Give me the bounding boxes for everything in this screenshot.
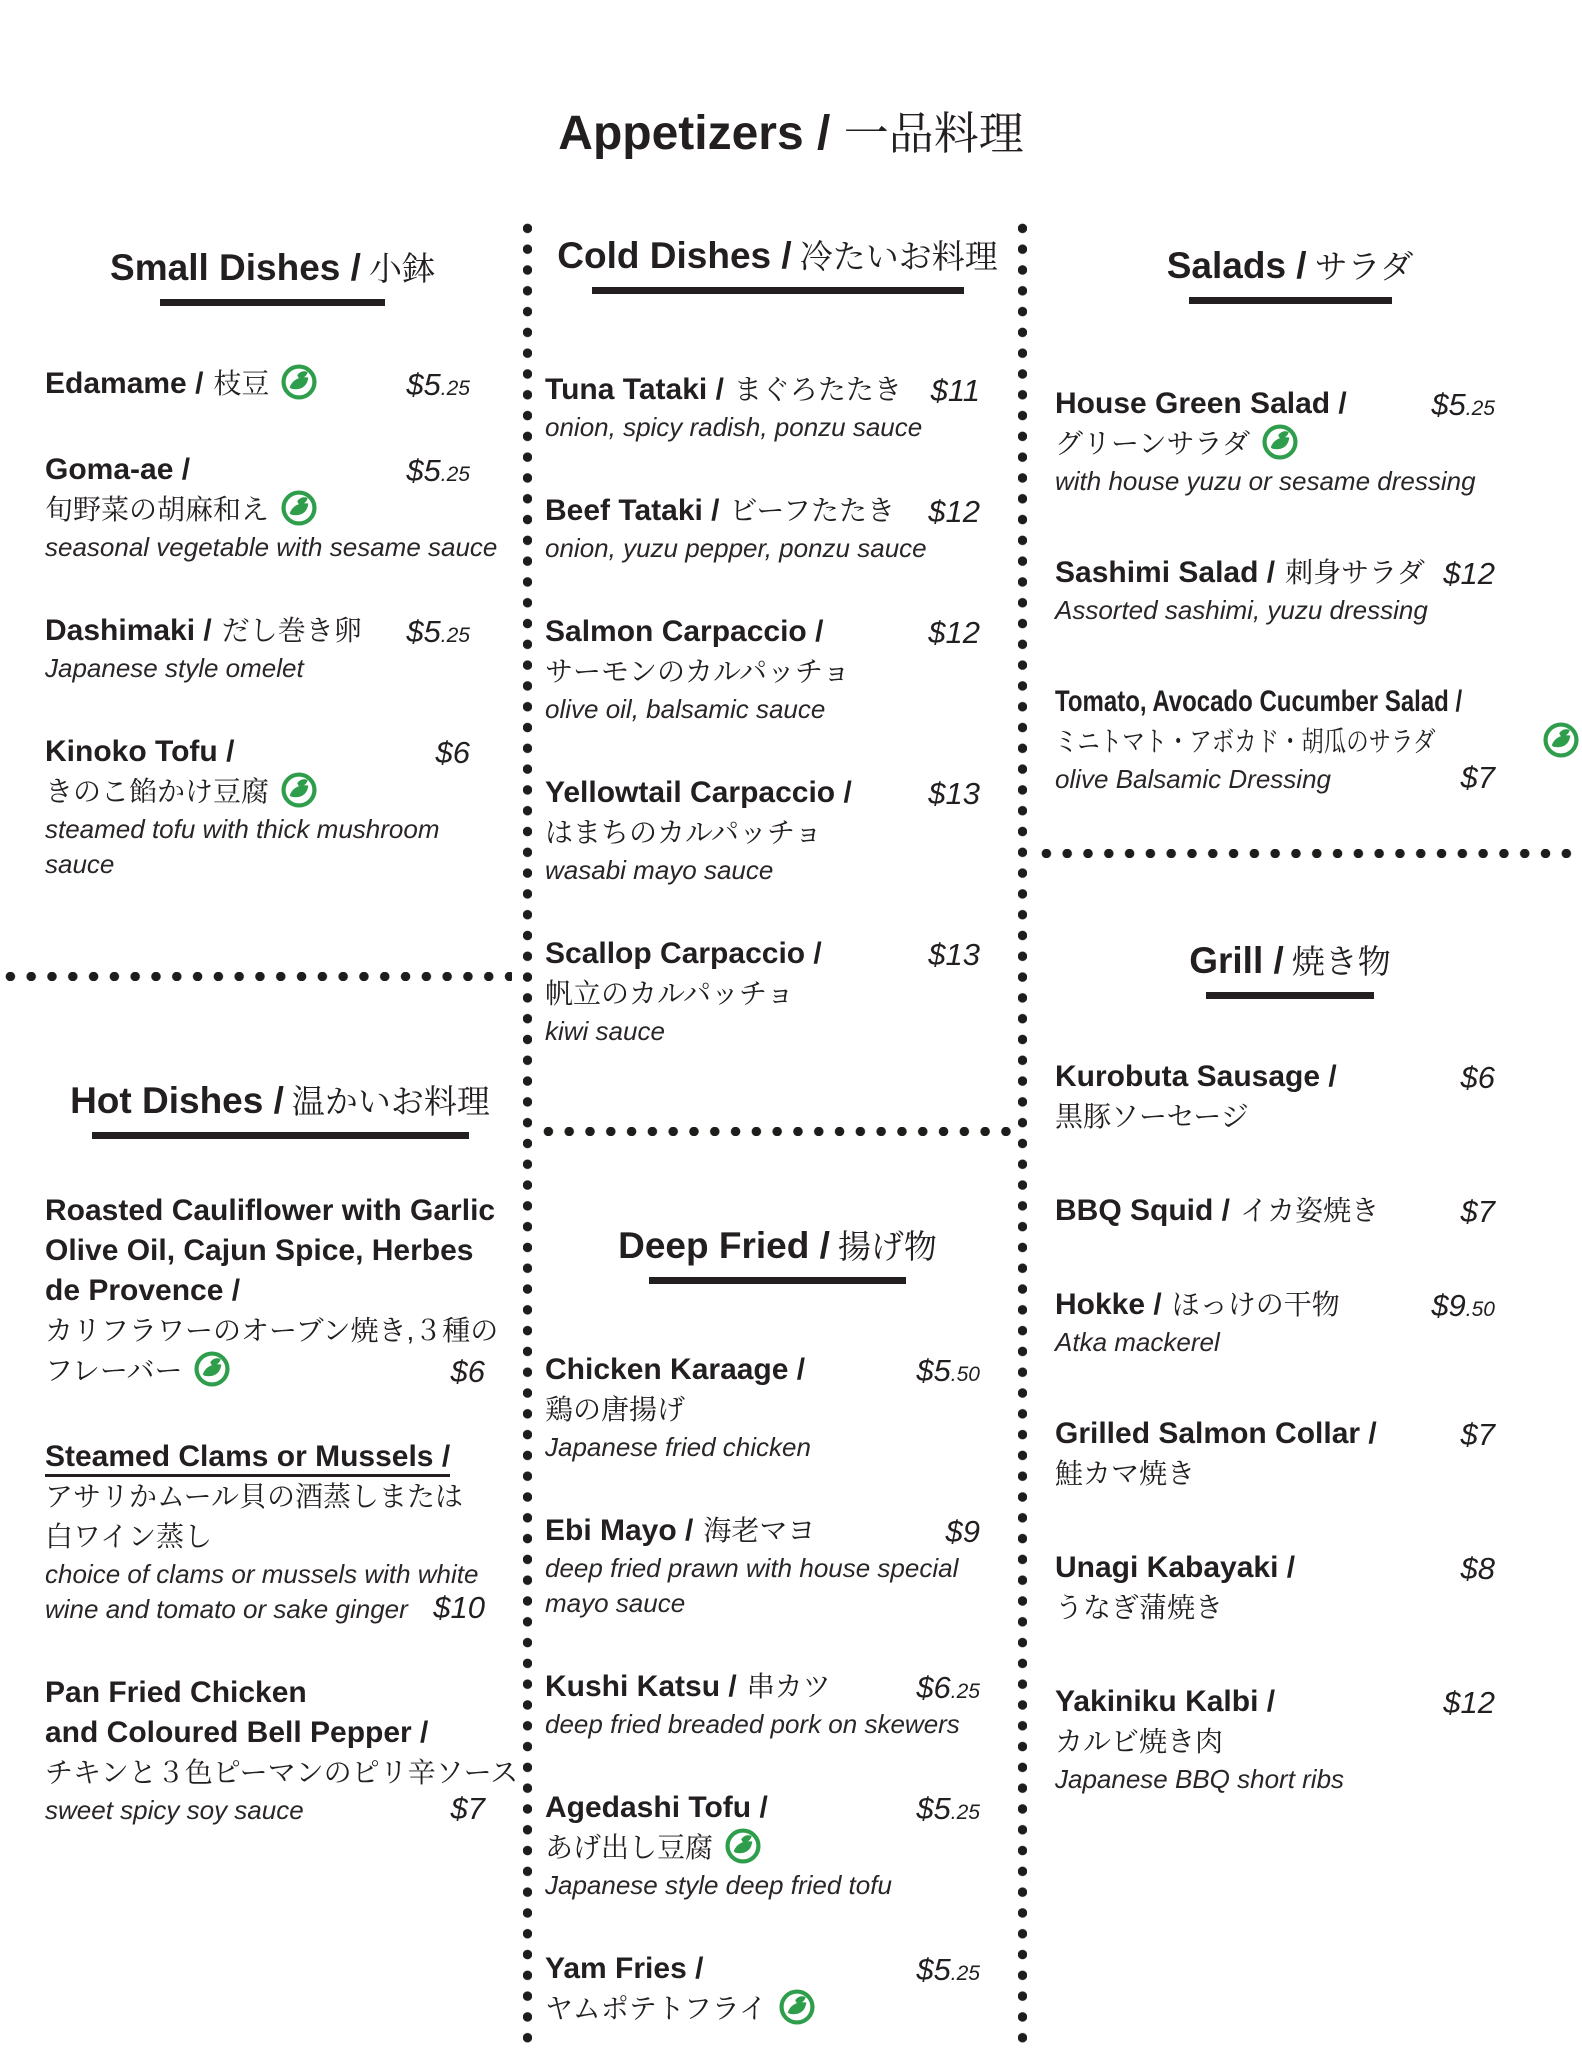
item-price	[928, 936, 980, 974]
section-title-jp: 冷たいお料理	[799, 238, 998, 275]
dotted-divider-horizontal-left-column	[0, 972, 512, 981]
item-description: Atka mackerel	[1055, 1326, 1220, 1357]
item-name-jp: 串カツ	[746, 1670, 831, 1702]
item-name-en: Dashimaki /	[45, 613, 212, 647]
section-header	[1055, 245, 1525, 304]
section-grill	[1055, 940, 1525, 1851]
section-header	[1055, 940, 1525, 999]
item-name-jp: 枝豆	[213, 367, 270, 399]
item-name-en: Beef Tataki /	[545, 493, 720, 527]
section-title	[45, 1080, 515, 1123]
page-title	[0, 108, 1582, 161]
menu-item	[1055, 682, 1525, 797]
section-hot-dishes	[45, 1080, 519, 1874]
item-name-jp: あげ出し豆腐	[545, 1831, 714, 1863]
section-title	[545, 1225, 1010, 1268]
menu-item	[545, 773, 1010, 888]
item-description: Japanese style omelet	[45, 652, 304, 683]
vegetarian-leaf-icon	[1262, 424, 1298, 460]
item-price-decimal: .50	[1465, 1297, 1495, 1321]
menu-item	[545, 1949, 1010, 2029]
item-description: Japanese style deep fried tofu	[545, 1869, 892, 1900]
section-title-jp: 焼き物	[1291, 943, 1391, 980]
item-price-main: $10	[433, 1589, 485, 1625]
item-name-jp: ミニトマト・アボカド・胡瓜のサラダ	[1055, 725, 1436, 757]
section-header	[545, 235, 1010, 294]
item-name-jp: 黒豚ソーセージ	[1055, 1100, 1249, 1132]
item-name-jp: ほっけの干物	[1171, 1288, 1340, 1320]
item-price-main: $6	[916, 1669, 951, 1705]
item-name-jp-line	[45, 490, 500, 530]
item-name-line	[1055, 1548, 1525, 1588]
item-price-main: $5	[916, 1951, 951, 1987]
item-name-jp-line	[545, 1828, 1010, 1868]
section-title	[45, 247, 500, 290]
section-title-jp: サラダ	[1314, 248, 1414, 285]
section-title-underline	[592, 287, 964, 294]
item-price	[916, 1352, 980, 1394]
item-description: mayo sauce	[545, 1587, 686, 1618]
section-small-dishes	[45, 247, 500, 928]
item-name-line	[45, 1231, 515, 1271]
item-price	[406, 613, 470, 655]
item-name-jp: 刺身サラダ	[1285, 556, 1425, 588]
section-title-underline	[1206, 992, 1374, 999]
item-price-main: $5	[406, 366, 441, 402]
item-name-line	[1055, 682, 1525, 722]
menu-item	[45, 1673, 519, 1828]
section-header	[45, 247, 500, 306]
item-description: olive oil, balsamic sauce	[545, 693, 826, 724]
item-price	[928, 775, 980, 813]
item-name-en: Ebi Mayo /	[545, 1513, 694, 1547]
item-name-jp-line	[45, 1477, 515, 1517]
item-price	[928, 493, 980, 531]
section-title-underline	[649, 1277, 906, 1284]
vegetarian-leaf-icon	[281, 364, 317, 400]
section-title	[1055, 245, 1525, 288]
item-name-line	[1055, 1057, 1525, 1097]
item-name-jp: 海老マヨ	[703, 1514, 816, 1546]
item-name-en: Roasted Cauliflower with Garlic	[45, 1193, 496, 1227]
menu-item	[545, 1788, 1010, 1903]
item-price-main: $5	[1431, 386, 1466, 422]
item-description: olive Balsamic Dressing	[1055, 763, 1331, 794]
item-price-main: $5	[406, 452, 441, 488]
item-name-jp-line	[1055, 1588, 1525, 1628]
item-price	[1461, 1416, 1495, 1454]
item-name-jp-line	[545, 1989, 1010, 2029]
item-name-jp: だし巻き卵	[221, 614, 362, 646]
item-price-main: $9	[1431, 1287, 1466, 1323]
menu-item	[1055, 1057, 1525, 1137]
item-name-jp-line	[1055, 1722, 1525, 1762]
item-price-main: $7	[1460, 1193, 1495, 1229]
item-price-main: $9	[945, 1513, 980, 1549]
menu-item	[545, 1511, 1010, 1621]
item-name-jp: 帆立のカルパッチョ	[545, 977, 795, 1009]
item-name-en: House Green Salad /	[1055, 386, 1347, 420]
item-price-main: $12	[1443, 1684, 1495, 1720]
menu-item	[1055, 553, 1525, 628]
section-title-en: Cold Dishes /	[557, 235, 792, 276]
item-description: sweet spicy soy sauce	[45, 1794, 304, 1825]
item-name-en: Sashimi Salad /	[1055, 555, 1276, 589]
item-price-decimal: .25	[1465, 396, 1495, 420]
item-name-en: Pan Fried Chicken	[45, 1675, 307, 1709]
item-name-jp-line	[1055, 1097, 1525, 1137]
item-name-jp: ビーフたたき	[729, 494, 895, 526]
item-price	[1443, 1684, 1495, 1722]
item-name-line	[45, 1713, 515, 1753]
section-header	[545, 1225, 1010, 1284]
section-title-en: Small Dishes /	[110, 247, 361, 288]
menu-item	[45, 1191, 515, 1391]
item-description: seasonal vegetable with sesame sauce	[45, 531, 498, 562]
item-name-line	[45, 1271, 515, 1311]
item-name-jp: 鶏の唐揚げ	[545, 1393, 686, 1425]
item-price	[1431, 386, 1495, 428]
item-description: with house yuzu or sesame dressing	[1055, 465, 1476, 496]
item-name-jp-line	[1055, 424, 1525, 464]
menu-item	[1055, 1414, 1525, 1494]
item-name-jp-line	[545, 813, 1010, 853]
item-description: wine and tomato or sake ginger	[45, 1593, 408, 1624]
item-name-en: Grilled Salmon Collar /	[1055, 1416, 1377, 1450]
vegetarian-leaf-icon	[281, 772, 317, 808]
item-description: deep fried prawn with house special	[545, 1552, 959, 1583]
item-price	[436, 734, 470, 772]
item-name-line	[1055, 1414, 1525, 1454]
item-price-main: $12	[928, 493, 980, 529]
item-price-decimal: .25	[950, 1800, 980, 1824]
vegetarian-leaf-icon	[725, 1828, 761, 1864]
item-price-decimal: .25	[440, 623, 470, 647]
item-price-main: $12	[928, 614, 980, 650]
section-title-en: Salads /	[1166, 245, 1307, 286]
item-name-jp: まぐろたたき	[733, 373, 902, 405]
item-price	[916, 1951, 980, 1993]
item-name-jp-line	[545, 1390, 1010, 1430]
item-price	[1461, 1059, 1495, 1097]
item-price	[928, 614, 980, 652]
item-price	[406, 452, 470, 494]
item-description: choice of clams or mussels with white	[45, 1558, 479, 1589]
menu-item	[545, 934, 1010, 1049]
menu-item	[545, 1350, 1010, 1465]
item-price	[451, 1353, 485, 1391]
item-name-jp-line	[1055, 722, 1525, 762]
menu-item	[1055, 1285, 1525, 1360]
item-price	[1461, 759, 1495, 797]
item-price-decimal: .50	[950, 1362, 980, 1386]
item-description: deep fried breaded pork on skewers	[545, 1708, 960, 1739]
section-header	[45, 1080, 515, 1139]
menu-item	[1055, 1548, 1525, 1628]
item-name-en: Chicken Karaage /	[545, 1352, 806, 1386]
item-name-en: Edamame /	[45, 366, 204, 400]
item-price-main: $13	[928, 775, 980, 811]
item-name-jp-line	[45, 772, 500, 812]
item-name-jp: 鮭カマ焼き	[1055, 1457, 1196, 1489]
item-name-jp: グリーンサラダ	[1055, 427, 1251, 459]
item-description: sauce	[45, 848, 115, 879]
item-price-main: $7	[1460, 1416, 1495, 1452]
item-price-main: $7	[1460, 759, 1495, 795]
section-title-en: Hot Dishes /	[70, 1080, 284, 1121]
dotted-divider-vertical-right	[1018, 218, 1027, 2048]
item-name-jp: カルビ焼き肉	[1055, 1725, 1224, 1757]
item-name-line	[45, 1191, 515, 1231]
item-name-line	[45, 1673, 515, 1713]
menu-item	[45, 450, 500, 565]
item-price	[1443, 555, 1495, 593]
item-name-jp-line	[45, 1351, 515, 1391]
section-title-en: Deep Fried /	[618, 1225, 830, 1266]
section-salads	[1055, 245, 1525, 851]
item-name-jp-line	[545, 652, 1010, 692]
item-name-jp-line	[1055, 1454, 1525, 1494]
item-name-jp: イカ姿焼き	[1240, 1194, 1380, 1226]
item-price	[1431, 1287, 1495, 1329]
item-price-decimal: .25	[440, 462, 470, 486]
menu-item	[45, 364, 500, 404]
menu-item	[545, 1667, 1010, 1742]
item-name-en: Scallop Carpaccio /	[545, 936, 822, 970]
dotted-divider-horizontal-middle-column	[538, 1127, 1016, 1136]
item-description: kiwi sauce	[545, 1015, 665, 1046]
menu-item	[1055, 1682, 1525, 1797]
item-name-jp-line	[45, 1753, 519, 1793]
item-price-decimal: .25	[950, 1961, 980, 1985]
section-title-jp: 揚げ物	[837, 1228, 937, 1265]
item-name-line	[45, 732, 500, 772]
section-deep-fried	[545, 1225, 1010, 2048]
item-price	[916, 1790, 980, 1832]
menu-item	[1055, 384, 1525, 499]
item-price-main: $11	[930, 372, 980, 408]
page-title-en: Appetizers /	[558, 107, 831, 161]
item-description: Japanese fried chicken	[545, 1431, 811, 1462]
vegetarian-leaf-icon	[1543, 722, 1579, 758]
item-name-en: and Coloured Bell Pepper /	[45, 1715, 429, 1749]
menu-item	[545, 491, 1010, 566]
item-price-main: $13	[928, 936, 980, 972]
item-price-main: $8	[1460, 1550, 1495, 1586]
item-name-en: Steamed Clams or Mussels /	[45, 1440, 450, 1477]
item-price	[451, 1790, 485, 1828]
item-name-en: Yakiniku Kalbi /	[1055, 1684, 1276, 1718]
item-price-decimal: .25	[440, 376, 470, 400]
item-name-jp: アサリかムール貝の酒蒸しまたは	[45, 1480, 464, 1512]
item-name-jp-line	[45, 1517, 515, 1557]
item-price	[916, 1669, 980, 1711]
menu-item	[1055, 1191, 1525, 1231]
item-price	[406, 366, 470, 408]
item-name-jp-line	[45, 1311, 515, 1351]
section-title-underline	[160, 299, 385, 306]
item-name-en: Hokke /	[1055, 1287, 1162, 1321]
item-name-jp: 白ワイン蒸し	[45, 1520, 213, 1552]
item-name-en: Salmon Carpaccio /	[545, 614, 824, 648]
item-name-jp: うなぎ蒲焼き	[1055, 1591, 1224, 1623]
item-description: Assorted sashimi, yuzu dressing	[1055, 594, 1428, 625]
menu-item	[45, 732, 500, 882]
item-name-jp: カリフラワーのオーブン焼き,３種の	[45, 1314, 499, 1346]
vegetarian-leaf-icon	[194, 1351, 230, 1387]
vegetarian-leaf-icon	[281, 490, 317, 526]
section-title-underline	[92, 1132, 469, 1139]
item-price	[433, 1589, 485, 1627]
item-price-main: $6	[435, 734, 470, 770]
item-price-main: $7	[450, 1790, 485, 1826]
item-price	[931, 372, 980, 410]
item-name-en: Kushi Katsu /	[545, 1669, 737, 1703]
item-price-decimal: .25	[950, 1679, 980, 1703]
item-name-jp: きのこ餡かけ豆腐	[45, 775, 270, 807]
item-description: onion, yuzu pepper, ponzu sauce	[545, 532, 927, 563]
item-name-en: Unagi Kabayaki /	[1055, 1550, 1296, 1584]
item-price	[1461, 1193, 1495, 1231]
item-name-en: Goma-ae /	[45, 452, 191, 486]
item-price	[1461, 1550, 1495, 1588]
item-name-jp-line	[545, 974, 1010, 1014]
item-name-en: Kurobuta Sausage /	[1055, 1059, 1337, 1093]
item-name-jp: 旬野菜の胡麻和え	[45, 493, 270, 525]
section-title-underline	[1189, 297, 1392, 304]
item-name-jp: チキンと３色ピーマンのピリ辛ソース	[45, 1756, 519, 1788]
item-name-en: Tomato, Avocado Cucumber Salad /	[1055, 684, 1463, 718]
item-price-main: $6	[450, 1353, 485, 1389]
menu-item	[45, 611, 500, 686]
item-name-en: Kinoko Tofu /	[45, 734, 235, 768]
item-price-main: $5	[916, 1352, 951, 1388]
section-title	[1055, 940, 1525, 983]
section-title-jp: 温かいお料理	[291, 1083, 490, 1120]
item-description: steamed tofu with thick mushroom	[45, 813, 440, 844]
item-name-line	[45, 1437, 515, 1477]
item-price-main: $5	[406, 613, 441, 649]
item-name-en: Olive Oil, Cajun Spice, Herbes	[45, 1233, 474, 1267]
vegetarian-leaf-icon	[779, 1989, 815, 2025]
section-title-en: Grill /	[1189, 940, 1284, 981]
item-name-en: Yellowtail Carpaccio /	[545, 775, 852, 809]
dotted-divider-vertical-left	[523, 218, 532, 2048]
item-name-line	[1055, 1191, 1525, 1231]
item-price-main: $12	[1443, 555, 1495, 591]
item-name-jp: サーモンのカルパッチョ	[545, 655, 851, 687]
item-price	[946, 1513, 980, 1551]
section-cold-dishes	[545, 235, 1010, 1095]
menu-item	[45, 1437, 515, 1627]
item-name-jp: ヤムポテトフライ	[545, 1992, 768, 2024]
item-name-en: Agedashi Tofu /	[545, 1790, 768, 1824]
item-name-jp: フレーバー	[45, 1354, 183, 1386]
item-description: wasabi mayo sauce	[545, 854, 774, 885]
item-price-main: $6	[1460, 1059, 1495, 1095]
section-title-jp: 小鉢	[368, 250, 435, 287]
page-title-jp: 一品料理	[843, 108, 1024, 160]
menu-item	[545, 370, 1010, 445]
item-name-line	[545, 1511, 1010, 1551]
item-description: onion, spicy radish, ponzu sauce	[545, 411, 923, 442]
item-name-en: Yam Fries /	[545, 1951, 704, 1985]
item-name-en: Tuna Tataki /	[545, 372, 724, 406]
section-title	[545, 235, 1010, 278]
menu-item	[545, 612, 1010, 727]
item-name-jp: はまちのカルパッチョ	[545, 816, 823, 848]
item-price-main: $5	[916, 1790, 951, 1826]
item-name-en: de Provence /	[45, 1273, 241, 1307]
item-name-en: BBQ Squid /	[1055, 1193, 1230, 1227]
item-description: Japanese BBQ short ribs	[1055, 1763, 1345, 1794]
